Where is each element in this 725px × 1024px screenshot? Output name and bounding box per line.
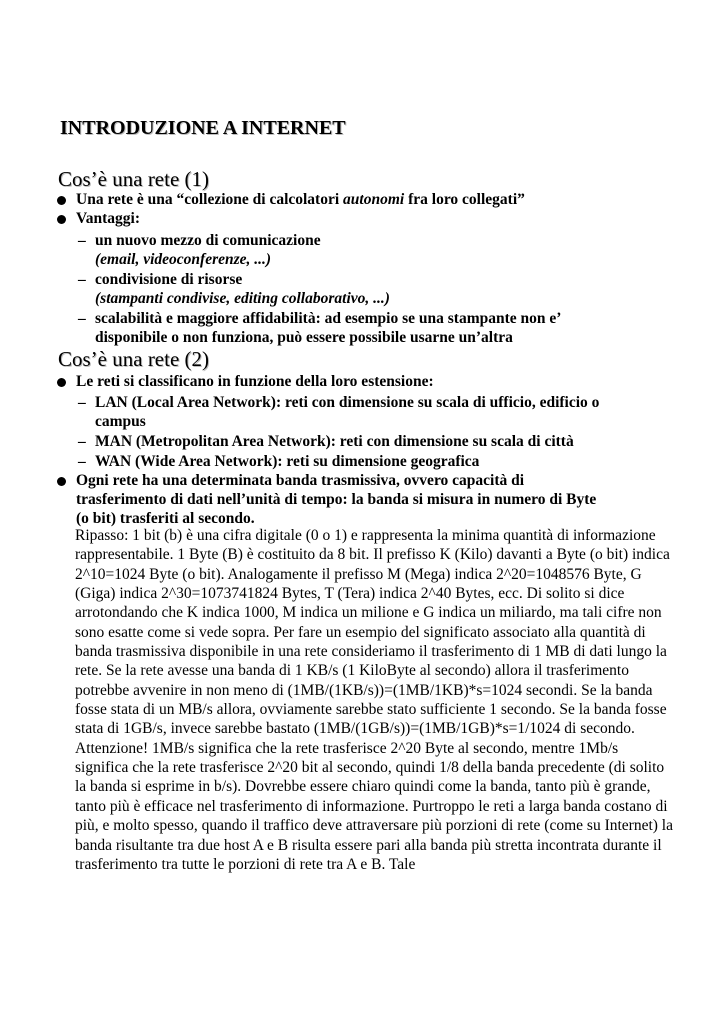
section-heading-2: Cos’è una rete (2) bbox=[58, 347, 210, 371]
sub-item-text: (email, videoconferenze, ...) bbox=[95, 251, 272, 268]
bullet-icon bbox=[57, 378, 66, 387]
dash-icon: – bbox=[78, 271, 86, 288]
bullet-text: Una rete è una “collezione di calcolatori autonomi fra loro collegati” bbox=[76, 191, 525, 208]
bullet-text: (o bit) trasferiti al secondo. bbox=[76, 510, 255, 527]
section-heading-1: Cos’è una rete (1) bbox=[58, 167, 210, 191]
bullet-text: trasferimento di dati nell’unità di tempo: la banda si misura in numero di Byte bbox=[76, 491, 597, 508]
dash-icon: – bbox=[78, 453, 86, 470]
sub-item-text: condivisione di risorse bbox=[95, 271, 243, 288]
bullet-icon bbox=[57, 196, 66, 205]
dash-icon: – bbox=[78, 232, 86, 249]
dash-icon: – bbox=[78, 433, 86, 450]
sub-item-text: MAN (Metropolitan Area Network): reti con dimensione su scala di città bbox=[95, 433, 574, 450]
page-title: INTRODUZIONE A INTERNET bbox=[60, 117, 346, 139]
bullet-icon bbox=[57, 477, 66, 486]
body-paragraph: Ripasso: 1 bit (b) è una cifra digitale (0 o 1) e rappresenta la minima quantità di informazione rappresentabile. 1 Byte (B) è costituito da 8 bit. Il prefisso K (Kilo) davanti a Byte (o bit) indica 2^10=1024 Byte (o bit). Analogamente il prefisso M (Mega) indica 2^20=1048576 Byte, G (Giga) indica 2^30=1073741824 Bytes, T (Tera) indica 2^40 Bytes, ecc. Di solito si dice arrotondando che K indica 1000, M indica un milione e G indica un miliardo, ma tali cifre non sono esatte come si vede sopra. Per fare un esempio del significato associato alla quantità di banda trasmissiva disponibile in una rete consideriamo il trasferimento di 1 MB di dati lungo la rete. Se la rete avesse una banda di 1 KB/s (1 KiloByte al secondo) allora il trasferimento potrebbe avvenire in non meno di (1MB/(1KB/s))=(1MB/1KB)*s=1024 secondi. Se la banda fosse stata di un MB/s allora, ovviamente sarebbe stato sufficiente 1 secondo. Se la banda fosse stata di 1GB/s, invece sarebbe bastato (1MB/(1GB/s))=(1MB/1GB)*s=1/1024 di secondo. Attenzione! 1MB/s significa che la rete trasferisce 2^20 Byte al secondo, mentre 1Mb/s significa che la rete trasferisce 2^20 bit al secondo, quindi 1/8 della banda precedente (di solito la banda si esprime in b/s). Dovrebbe essere chiaro quindi come la banda, tanto più è grande, tanto più è efficace nel trasferimento di informazione. Purtroppo le reti a larga banda costano di più, e molto spesso, quando il traffico deve attraversare più porzioni di rete (come su Internet) la banda risultante tra due host A e B risulta essere pari alla banda più stretta incontrata durante il trasferimento tra tutte le porzioni di rete tra A e B. Tale bbox=[75, 527, 673, 873]
bullet-text: Le reti si classificano in funzione della loro estensione: bbox=[76, 373, 434, 390]
sub-item-text: scalabilità e maggiore affidabilità: ad esempio se una stampante non e’ bbox=[95, 310, 562, 327]
sub-item-text: disponibile o non funziona, può essere possibile usarne un’altra bbox=[95, 329, 513, 346]
sub-item-text: WAN (Wide Area Network): reti su dimensione geografica bbox=[95, 453, 480, 470]
sub-item-text: (stampanti condivise, editing collaborativo, ...) bbox=[95, 290, 390, 307]
bullet-icon bbox=[57, 215, 66, 224]
bullet-text: Ogni rete ha una determinata banda trasmissiva, ovvero capacità di bbox=[76, 472, 525, 489]
bullet-text: Vantaggi: bbox=[76, 210, 141, 227]
sub-item-text: LAN (Local Area Network): reti con dimensione su scala di ufficio, edificio o bbox=[95, 394, 600, 411]
dash-icon: – bbox=[78, 310, 86, 327]
sub-item-text: campus bbox=[95, 413, 146, 430]
dash-icon: – bbox=[78, 394, 86, 411]
sub-item-text: un nuovo mezzo di comunicazione bbox=[95, 232, 321, 249]
